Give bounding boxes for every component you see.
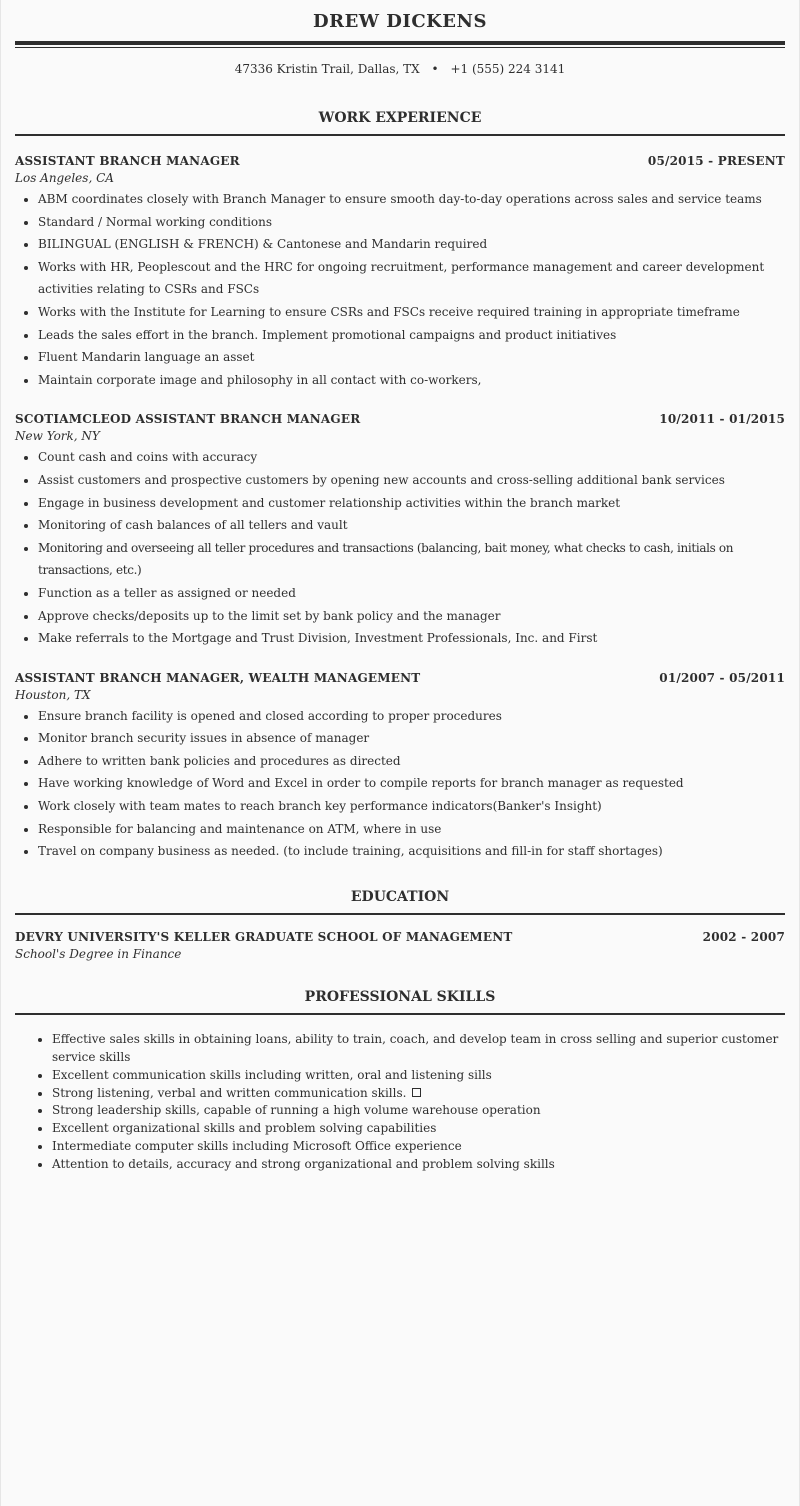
checkbox-glyph-icon [412, 1088, 421, 1097]
job-entry [15, 671, 785, 863]
job-bullet: • Monitoring of cash balances of all tellers and vault [38, 514, 785, 537]
job-bullet: • Maintain corporate image and philosophy in all contact with co-workers, [38, 369, 785, 392]
job-bullet: • Monitor branch security issues in absence of manager [38, 727, 785, 750]
job-bullet: • Function as a teller as assigned or needed [38, 582, 785, 605]
job-dates: 10/2011 - 01/2015 [659, 412, 785, 427]
candidate-name: DREW DICKENS [313, 11, 487, 32]
job-bullet: • ABM coordinates closely with Branch Manager to ensure smooth day-to-day operations across sales and service teams [38, 188, 785, 211]
job-title: SCOTIAMCLEOD ASSISTANT BRANCH MANAGER [15, 412, 361, 427]
phone: +1 (555) 224 3141 [450, 62, 566, 76]
skill-item: • Intermediate computer skills including Microsoft Office experience [52, 1138, 785, 1156]
job-entry [15, 412, 785, 649]
professional-skills-heading: PROFESSIONAL SKILLS [15, 989, 785, 1015]
job-bullet: • Assist customers and prospective customers by opening new accounts and cross-selling additional bank services [38, 469, 785, 492]
job-location: New York, NY [15, 429, 100, 444]
skills-list [15, 1031, 785, 1174]
job-entry [15, 154, 785, 391]
job-bullet: • Fluent Mandarin language an asset [38, 346, 785, 369]
job-bullets [15, 188, 785, 391]
work-experience-heading: WORK EXPERIENCE [15, 110, 785, 136]
skill-item: • Strong listening, verbal and written communication skills. [52, 1085, 785, 1103]
skill-item: • Attention to details, accuracy and strong organizational and problem solving skills [52, 1156, 785, 1174]
address: 47336 Kristin Trail, Dallas, TX [234, 62, 420, 76]
header-divider-thick [15, 41, 785, 45]
degree: School's Degree in Finance [15, 946, 182, 961]
job-bullet: • Works with HR, Peoplescout and the HRC for ongoing recruitment, performance management and career development activities relating to CSRs and FSCs [38, 256, 785, 301]
job-bullet: • Have working knowledge of Word and Excel in order to compile reports for branch manager as requested [38, 772, 785, 795]
job-bullet: • Count cash and coins with accuracy [38, 446, 785, 469]
job-bullets [15, 446, 785, 649]
job-bullet: • Adhere to written bank policies and procedures as directed [38, 750, 785, 773]
school-name: DEVRY UNIVERSITY'S KELLER GRADUATE SCHOOL OF MANAGEMENT [15, 929, 513, 944]
job-bullet: • Approve checks/deposits up to the limit set by bank policy and the manager [38, 605, 785, 628]
job-title: ASSISTANT BRANCH MANAGER, WEALTH MANAGEMENT [15, 670, 421, 685]
skill-item: • Strong leadership skills, capable of running a high volume warehouse operation [52, 1102, 785, 1120]
job-bullet: • Works with the Institute for Learning to ensure CSRs and FSCs receive required training in appropriate timeframe [38, 301, 785, 324]
job-bullet: • BILINGUAL (ENGLISH & FRENCH) & Cantonese and Mandarin required [38, 233, 785, 256]
contact-line [15, 62, 785, 80]
education-entry [15, 930, 785, 961]
job-bullet: • Ensure branch facility is opened and closed according to proper procedures [38, 705, 785, 728]
job-location: Los Angeles, CA [15, 171, 114, 185]
job-bullets [15, 705, 785, 863]
job-dates: 01/2007 - 05/2011 [659, 670, 785, 685]
job-location: Houston, TX [15, 687, 91, 702]
education-dates: 2002 - 2007 [702, 929, 785, 944]
skill-item: • Excellent organizational skills and problem solving capabilities [52, 1120, 785, 1138]
job-bullet: • Travel on company business as needed. (to include training, acquisitions and fill-in for staff shortages) [38, 840, 785, 863]
education-heading: EDUCATION [15, 889, 785, 915]
job-dates: 05/2015 - PRESENT [647, 154, 785, 168]
job-title: ASSISTANT BRANCH MANAGER [15, 154, 240, 168]
header-divider-thin [15, 47, 785, 48]
job-bullet: • Responsible for balancing and maintenance on ATM, where in use [38, 818, 785, 841]
job-bullet: • Standard / Normal working conditions [38, 211, 785, 234]
skill-item: • Excellent communication skills including written, oral and listening sills [52, 1067, 785, 1085]
skill-item: • Effective sales skills in obtaining loans, ability to train, coach, and develop team in cross selling and superior customer service skills [52, 1031, 785, 1067]
job-bullet: • Monitoring and overseeing all teller procedures and transactions (balancing, bait money, what checks to cash, initials on transactions, etc.) [38, 537, 785, 582]
job-bullet: • Leads the sales effort in the branch. Implement promotional campaigns and product initiatives [38, 324, 785, 347]
job-bullet: • Engage in business development and customer relationship activities within the branch market [38, 492, 785, 515]
separator-dot: • [431, 62, 439, 76]
job-bullet: • Make referrals to the Mortgage and Trust Division, Investment Professionals, Inc. and First [38, 627, 785, 650]
job-bullet: • Work closely with team mates to reach branch key performance indicators(Banker's Insight) [38, 795, 785, 818]
